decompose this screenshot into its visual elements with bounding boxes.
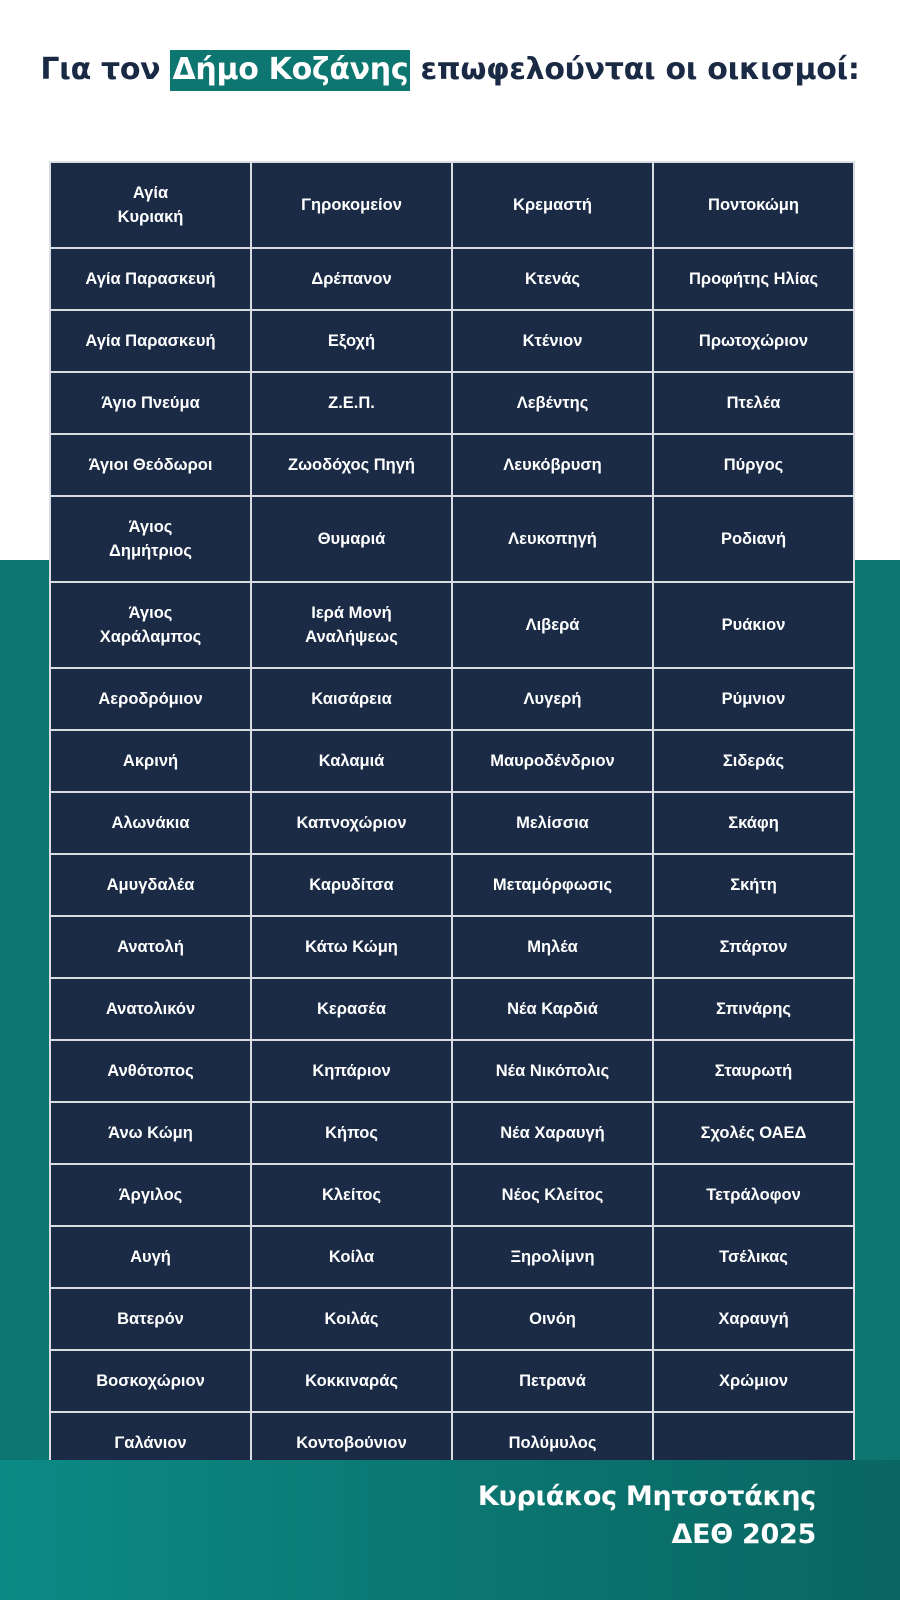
- page-title: [0, 52, 900, 87]
- footer-event: ΔΕΘ 2025: [671, 1519, 816, 1550]
- village-cell: Σκήτη: [654, 855, 853, 915]
- village-cell: Λευκόβρυση: [453, 435, 652, 495]
- villages-table: [49, 161, 855, 1475]
- village-cell: Κτένιον: [453, 311, 652, 371]
- village-cell: Κερασέα: [252, 979, 451, 1039]
- village-cell: Ζ.Ε.Π.: [252, 373, 451, 433]
- village-cell: Κλείτος: [252, 1165, 451, 1225]
- village-cell: Άγιοι Θεόδωροι: [51, 435, 250, 495]
- village-cell: Καλαμιά: [252, 731, 451, 791]
- village-cell: Ζωοδόχος Πηγή: [252, 435, 451, 495]
- village-cell: Νέα Καρδιά: [453, 979, 652, 1039]
- village-cell: Αγία Κυριακή: [51, 163, 250, 247]
- village-cell: Άγιο Πνεύμα: [51, 373, 250, 433]
- village-cell: Νέος Κλείτος: [453, 1165, 652, 1225]
- village-cell: Δρέπανον: [252, 249, 451, 309]
- village-cell: Ροδιανή: [654, 497, 853, 581]
- village-cell: Σταυρωτή: [654, 1041, 853, 1101]
- footer-name: Κυριάκος Μητσοτάκης: [477, 1481, 816, 1512]
- village-cell: Ανατολικόν: [51, 979, 250, 1039]
- village-cell: Κηπάριον: [252, 1041, 451, 1101]
- village-cell: Άργιλος: [51, 1165, 250, 1225]
- village-cell: Άγιος Χαράλαμπος: [51, 583, 250, 667]
- village-cell: Πολύμυλος: [453, 1413, 652, 1473]
- village-cell: Αγία Παρασκευή: [51, 249, 250, 309]
- village-cell: Ξηρολίμνη: [453, 1227, 652, 1287]
- village-cell: Μαυροδένδριον: [453, 731, 652, 791]
- village-cell: Κρεμαστή: [453, 163, 652, 247]
- village-cell: Αυγή: [51, 1227, 250, 1287]
- village-cell: Τσέλικας: [654, 1227, 853, 1287]
- village-cell: Πτελέα: [654, 373, 853, 433]
- village-cell: Άγιος Δημήτριος: [51, 497, 250, 581]
- village-cell: Σιδεράς: [654, 731, 853, 791]
- village-cell: Τετράλοφον: [654, 1165, 853, 1225]
- village-cell: Προφήτης Ηλίας: [654, 249, 853, 309]
- village-cell: Νέα Νικόπολις: [453, 1041, 652, 1101]
- village-cell: Γαλάνιον: [51, 1413, 250, 1473]
- title-suffix: επωφελούνται οι οικισμοί:: [420, 52, 860, 87]
- village-cell: Εξοχή: [252, 311, 451, 371]
- village-cell: Λυγερή: [453, 669, 652, 729]
- village-cell: Κοίλα: [252, 1227, 451, 1287]
- village-cell: Λεβέντης: [453, 373, 652, 433]
- village-cell: Πετρανά: [453, 1351, 652, 1411]
- village-cell: Ανατολή: [51, 917, 250, 977]
- village-cell: Κοκκιναράς: [252, 1351, 451, 1411]
- village-cell: Ρύμνιον: [654, 669, 853, 729]
- footer-banner: [0, 1460, 900, 1600]
- village-cell: Ποντοκώμη: [654, 163, 853, 247]
- village-cell: Αμυγδαλέα: [51, 855, 250, 915]
- village-cell: Λιβερά: [453, 583, 652, 667]
- village-cell: Σπάρτον: [654, 917, 853, 977]
- village-cell: Ακρινή: [51, 731, 250, 791]
- village-cell: Μελίσσια: [453, 793, 652, 853]
- village-cell: Χαραυγή: [654, 1289, 853, 1349]
- village-cell: Αγία Παρασκευή: [51, 311, 250, 371]
- village-cell: Καισάρεια: [252, 669, 451, 729]
- village-cell: Ανθότοπος: [51, 1041, 250, 1101]
- village-cell: Άνω Κώμη: [51, 1103, 250, 1163]
- village-cell: Ιερά Μονή Αναλήψεως: [252, 583, 451, 667]
- village-cell: Βοσκοχώριον: [51, 1351, 250, 1411]
- village-cell: Πύργος: [654, 435, 853, 495]
- village-cell: Βατερόν: [51, 1289, 250, 1349]
- village-cell: Χρώμιον: [654, 1351, 853, 1411]
- village-cell: Κάτω Κώμη: [252, 917, 451, 977]
- footer-signature: [478, 1478, 816, 1554]
- village-cell: Αεροδρόμιον: [51, 669, 250, 729]
- village-cell: Θυμαριά: [252, 497, 451, 581]
- title-highlight: Δήμο Κοζάνης: [170, 50, 410, 91]
- village-cell: Λευκοπηγή: [453, 497, 652, 581]
- village-cell: Καπνοχώριον: [252, 793, 451, 853]
- village-cell: Σχολές ΟΑΕΔ: [654, 1103, 853, 1163]
- village-cell: Σκάφη: [654, 793, 853, 853]
- village-cell: Κήπος: [252, 1103, 451, 1163]
- village-cell: Κτενάς: [453, 249, 652, 309]
- village-cell: Μηλέα: [453, 917, 652, 977]
- village-cell: Κοντοβούνιον: [252, 1413, 451, 1473]
- village-cell: Οινόη: [453, 1289, 652, 1349]
- village-cell: Νέα Χαραυγή: [453, 1103, 652, 1163]
- village-cell: Κοιλάς: [252, 1289, 451, 1349]
- village-cell: Αλωνάκια: [51, 793, 250, 853]
- village-cell: Πρωτοχώριον: [654, 311, 853, 371]
- village-cell: Ρυάκιον: [654, 583, 853, 667]
- village-cell: Μεταμόρφωσις: [453, 855, 652, 915]
- village-cell: Καρυδίτσα: [252, 855, 451, 915]
- title-prefix: Για τον: [40, 52, 161, 87]
- village-cell: Γηροκομείον: [252, 163, 451, 247]
- village-cell: Σπινάρης: [654, 979, 853, 1039]
